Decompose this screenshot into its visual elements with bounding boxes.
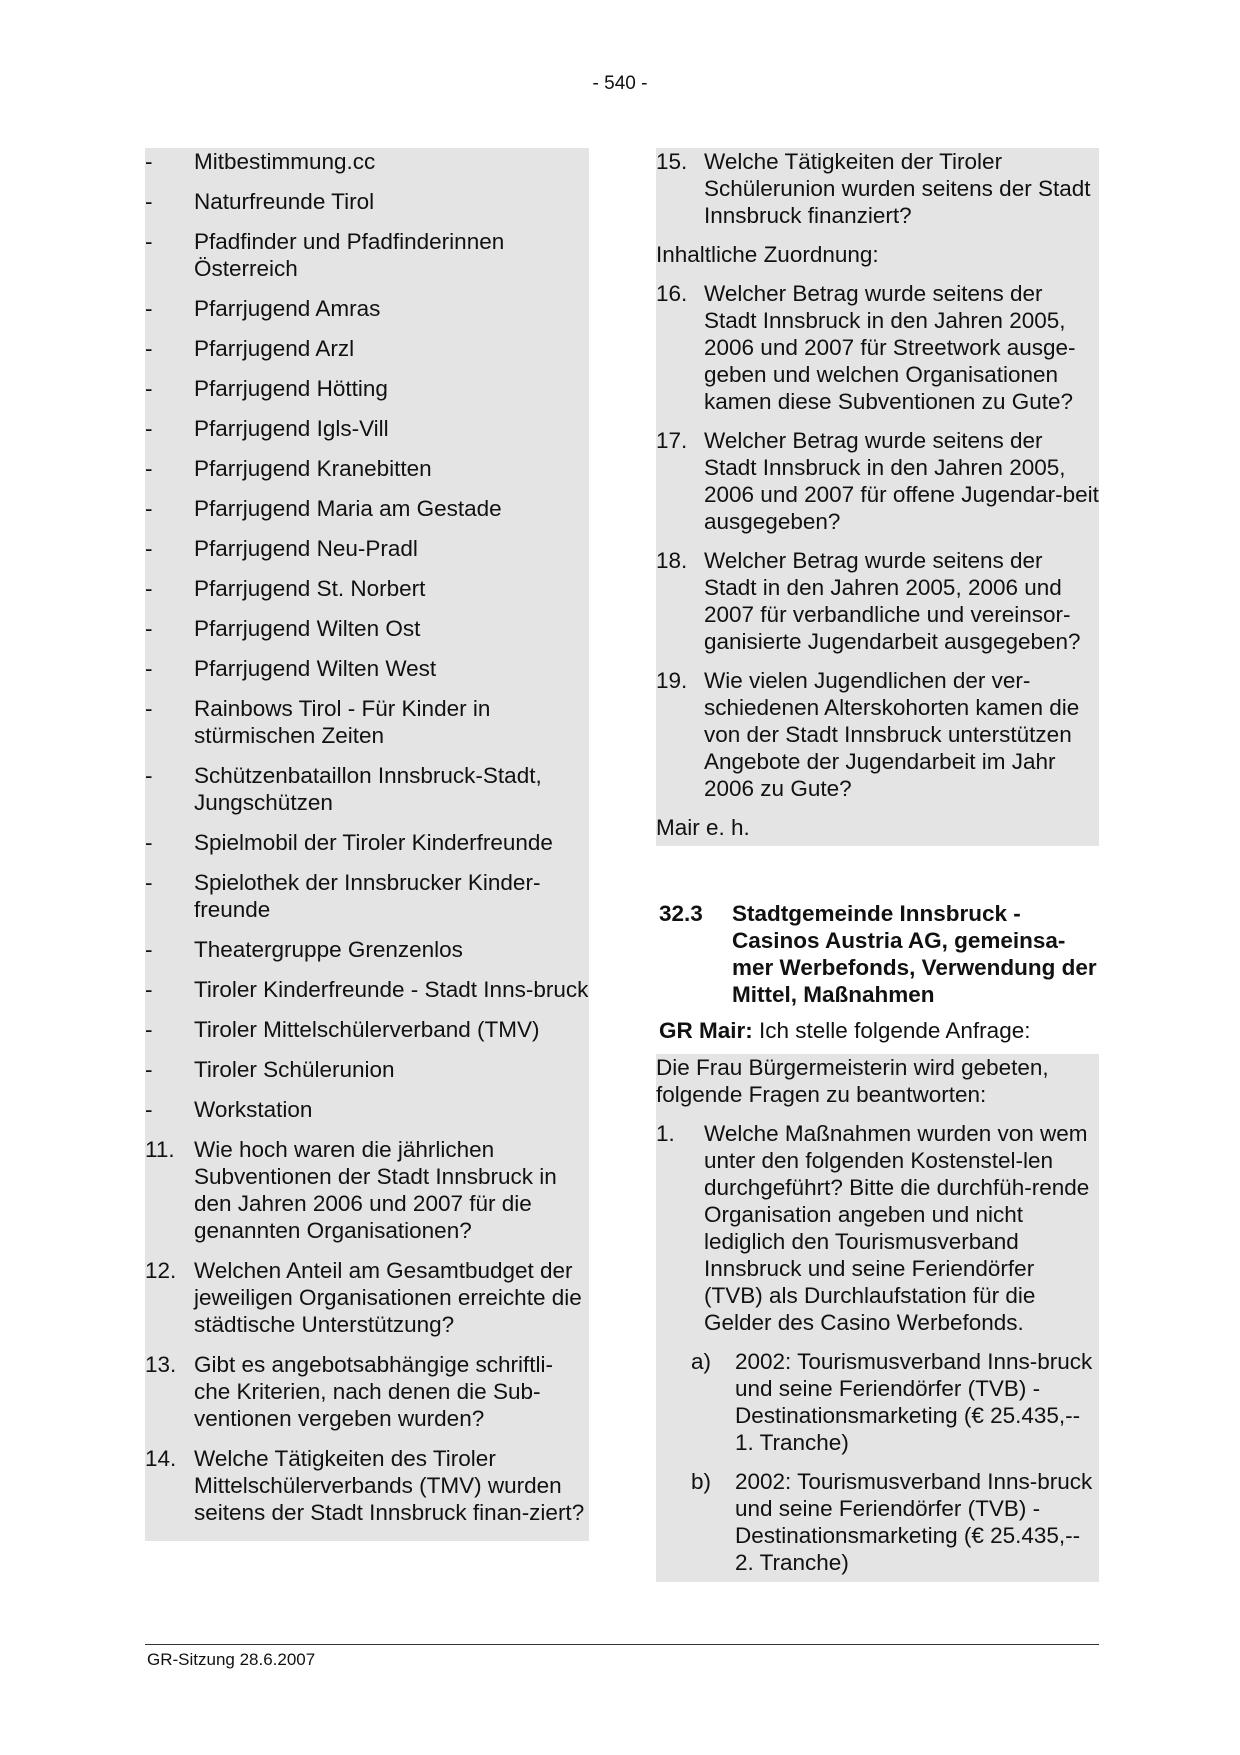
item-marker: a) [691,1349,712,1374]
organization-list [145,148,589,1123]
item-text: Welche Tätigkeiten des Tiroler Mittelschülerverbands (TMV) wurden seitens der Stadt Innsbruck finan-ziert? [194,1446,585,1525]
item-marker: - [145,870,153,895]
list-item [145,335,589,362]
item-marker: - [145,376,153,401]
item-marker: - [145,189,153,214]
footer-divider [145,1644,1099,1645]
item-marker: 14. [145,1446,177,1471]
list-item [145,188,589,215]
item-marker: - [145,616,153,641]
item-text: Wie vielen Jugendlichen der ver-schiedenen Alterskohorten kamen die von der Stadt Innsbruck unterstützen Angebote der Jugendarbeit im Jahr 2006 zu Gute? [704,668,1080,801]
item-marker: - [145,456,153,481]
list-item [145,655,589,682]
list-item [145,1096,589,1123]
list-item [145,1016,589,1043]
item-marker: - [145,1057,153,1082]
item-text: Tiroler Mittelschülerverband (TMV) [194,1017,540,1042]
sub-item-list [656,1348,1099,1576]
item-text: Welcher Betrag wurde seitens der Stadt Innsbruck in den Jahren 2005, 2006 und 2007 für offene Jugendar-beit ausgegeben? [704,428,1099,534]
item-marker: - [145,536,153,561]
item-marker: 12. [145,1258,177,1283]
question-item [656,280,1099,415]
item-marker: - [145,937,153,962]
inhaltliche-zuordnung: Inhaltliche Zuordnung: [656,242,879,267]
item-marker: 18. [656,548,688,573]
item-marker: 11. [145,1137,175,1162]
question-item [145,1257,589,1338]
list-item [145,415,589,442]
item-text: 2002: Tourismusverband Inns-bruck und seine Feriendörfer (TVB) - Destinationsmarketing (€ 25.435,-- 2. Tranche) [735,1469,1093,1575]
item-text: Wie hoch waren die jährlichen Subventionen der Stadt Innsbruck in den Jahren 2006 und 2007 für die genannten Organisationen? [194,1137,557,1243]
item-text: Pfarrjugend Maria am Gestade [194,496,502,521]
item-marker: b) [691,1469,712,1494]
item-text: Pfarrjugend Kranebitten [194,456,432,481]
item-text: Rainbows Tirol - Für Kinder in stürmischen Zeiten [194,696,491,748]
item-marker: - [145,576,153,601]
item-text: Mitbestimmung.cc [194,149,376,174]
list-item [145,615,589,642]
question-list-right [656,280,1099,802]
item-marker: - [145,149,153,174]
item-text: Pfarrjugend Neu-Pradl [194,536,418,561]
question-item [145,1136,589,1244]
question-item [656,547,1099,655]
list-item [145,869,589,923]
item-text: 2002: Tourismusverband Inns-bruck und seine Feriendörfer (TVB) - Destinationsmarketing (€ 25.435,-- 1. Tranche) [735,1349,1093,1455]
item-text: Tiroler Kinderfreunde - Stadt Inns-bruck [194,977,589,1002]
list-item [145,495,589,522]
item-text: Theatergruppe Grenzenlos [194,937,463,962]
section-title: Stadtgemeinde Innsbruck - Casinos Austria AG, gemeinsa-mer Werbefonds, Verwendung der Mittel, Maßnahmen [732,901,1097,1007]
list-item [145,829,589,856]
item-text: Pfarrjugend Arzl [194,336,355,361]
list-item [145,695,589,749]
item-marker: - [145,977,153,1002]
item-text: Workstation [194,1097,313,1122]
item-text: Pfarrjugend Wilten West [194,656,437,681]
item-text: Gibt es angebotsabhängige schriftli-che Kriterien, nach denen die Sub-ventionen vergeben wurden? [194,1352,553,1431]
list-item [145,295,589,322]
item-text: Pfadfinder und Pfadfinderinnen Österreich [194,229,505,281]
question-text: Welche Maßnahmen wurden von wem unter den folgenden Kostenstel-len durchgeführt? Bitte die durchfüh-rende Organisation angeben und nicht lediglich den Tourismusverband Innsbruck und seine Feriendörfer (TVB) als Durchlaufstation für die Gelder des Casino Werbefonds. [704,1121,1090,1335]
sub-item [691,1468,1099,1576]
item-marker: - [145,1017,153,1042]
list-item [145,936,589,963]
request-block [656,1054,1099,1582]
question-list-left [145,1136,589,1526]
question-number: 15. [656,149,688,174]
item-marker: 19. [656,668,688,693]
list-item [145,1056,589,1083]
signature: Mair e. h. [656,815,750,840]
list-item [145,455,589,482]
item-marker: - [145,296,153,321]
list-item [145,375,589,402]
item-text: Schützenbataillon Innsbruck-Stadt, Jungschützen [194,763,542,815]
question-text: Welche Tätigkeiten der Tiroler Schülerunion wurden seitens der Stadt Innsbruck finanziert? [704,149,1091,228]
item-text: Welcher Betrag wurde seitens der Stadt in den Jahren 2005, 2006 und 2007 für verbandliche und vereinsor-ganisierte Jugendarbeit ausgegeben? [704,548,1081,654]
item-text: Welcher Betrag wurde seitens der Stadt Innsbruck in den Jahren 2005, 2006 und 2007 für Streetwork ausge-geben und welchen Organisationen kamen diese Subventionen zu Gute? [704,281,1076,414]
item-text: Pfarrjugend Hötting [194,376,388,401]
left-column-list [145,148,589,1541]
section-number: 32.3 [659,901,703,926]
item-marker: - [145,830,153,855]
section-heading [659,900,1099,1008]
item-marker: - [145,496,153,521]
list-item [145,976,589,1003]
footer: GR-Sitzung 28.6.2007 [147,1650,316,1669]
list-item [145,575,589,602]
question-15 [656,148,1099,229]
sub-item [691,1348,1099,1456]
request-intro: Die Frau Bürgermeisterin wird gebeten, folgende Fragen zu beantworten: [656,1055,1049,1107]
item-marker: - [145,1097,153,1122]
question-item [145,1445,589,1526]
item-text: Tiroler Schülerunion [194,1057,395,1082]
list-item [145,228,589,282]
list-item [145,535,589,562]
item-marker: - [145,696,153,721]
question-item [145,1351,589,1432]
item-text: Pfarrjugend Amras [194,296,381,321]
item-marker: 13. [145,1352,177,1377]
item-marker: - [145,763,153,788]
item-text: Pfarrjugend St. Norbert [194,576,426,601]
page-number: - 540 - [592,73,648,94]
item-text: Pfarrjugend Igls-Vill [194,416,389,441]
item-text: Pfarrjugend Wilten Ost [194,616,421,641]
speaker-text: Ich stelle folgende Anfrage: [759,1018,1031,1043]
item-marker: - [145,416,153,441]
list-item [145,148,589,175]
speaker-line [659,1017,1099,1044]
question-number: 1. [656,1121,675,1146]
item-marker: - [145,229,153,254]
item-marker: 16. [656,281,688,306]
speaker-name: GR Mair: [659,1018,753,1043]
item-marker: - [145,656,153,681]
item-marker: 17. [656,428,688,453]
item-marker: - [145,336,153,361]
item-text: Welchen Anteil am Gesamtbudget der jeweiligen Organisationen erreichte die städtische Unterstützung? [194,1258,582,1337]
question-item [656,427,1099,535]
item-text: Spielmobil der Tiroler Kinderfreunde [194,830,553,855]
question-1 [656,1120,1099,1336]
list-item [145,762,589,816]
question-item [656,667,1099,802]
right-column-questions [656,148,1099,846]
item-text: Spielothek der Innsbrucker Kinder-freunde [194,870,541,922]
item-text: Naturfreunde Tirol [194,189,375,214]
